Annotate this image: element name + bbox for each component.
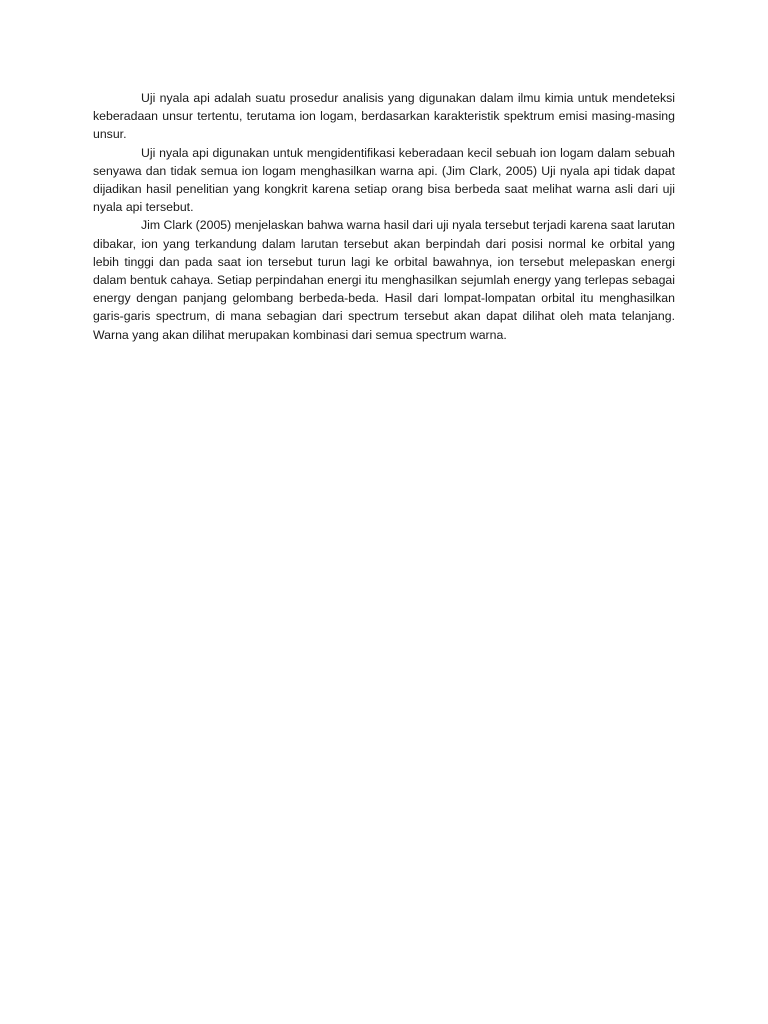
paragraph-3: Jim Clark (2005) menjelaskan bahwa warna hasil dari uji nyala tersebut terjadi karena saat larutan dibakar, ion yang terkandung dalam larutan tersebut akan berpindah dari posisi normal ke orbital yang lebih tinggi dan pada saat ion tersebut turun lagi ke orbital bawahnya, ion tersebut melepaskan energi dalam bentuk cahaya. Setiap perpindahan energi itu menghasilkan sejumlah energy yang terlepas sebagai energy dengan panjang gelombang berbeda-beda. Hasil dari lompat-lompatan orbital itu menghasilkan garis-garis spectrum, di mana sebagian dari spectrum tersebut akan dapat dilihat oleh mata telanjang. Warna yang akan dilihat merupakan kombinasi dari semua spectrum warna. xyxy=(93,218,675,342)
paragraph-2: Uji nyala api digunakan untuk mengidentifikasi keberadaan kecil sebuah ion logam dalam sebuah senyawa dan tidak semua ion logam menghasilkan warna api. (Jim Clark, 2005) Uji nyala api tidak dapat dijadikan hasil penelitian yang kongkrit karena setiap orang bisa berbeda saat melihat warna asli dari uji nyala api tersebut. xyxy=(93,145,675,215)
body-text xyxy=(93,89,675,344)
paragraph-1: Uji nyala api adalah suatu prosedur analisis yang digunakan dalam ilmu kimia untuk mendeteksi keberadaan unsur tertentu, terutama ion logam, berdasarkan karakteristik spektrum emisi masing-masing unsur. xyxy=(93,91,675,142)
